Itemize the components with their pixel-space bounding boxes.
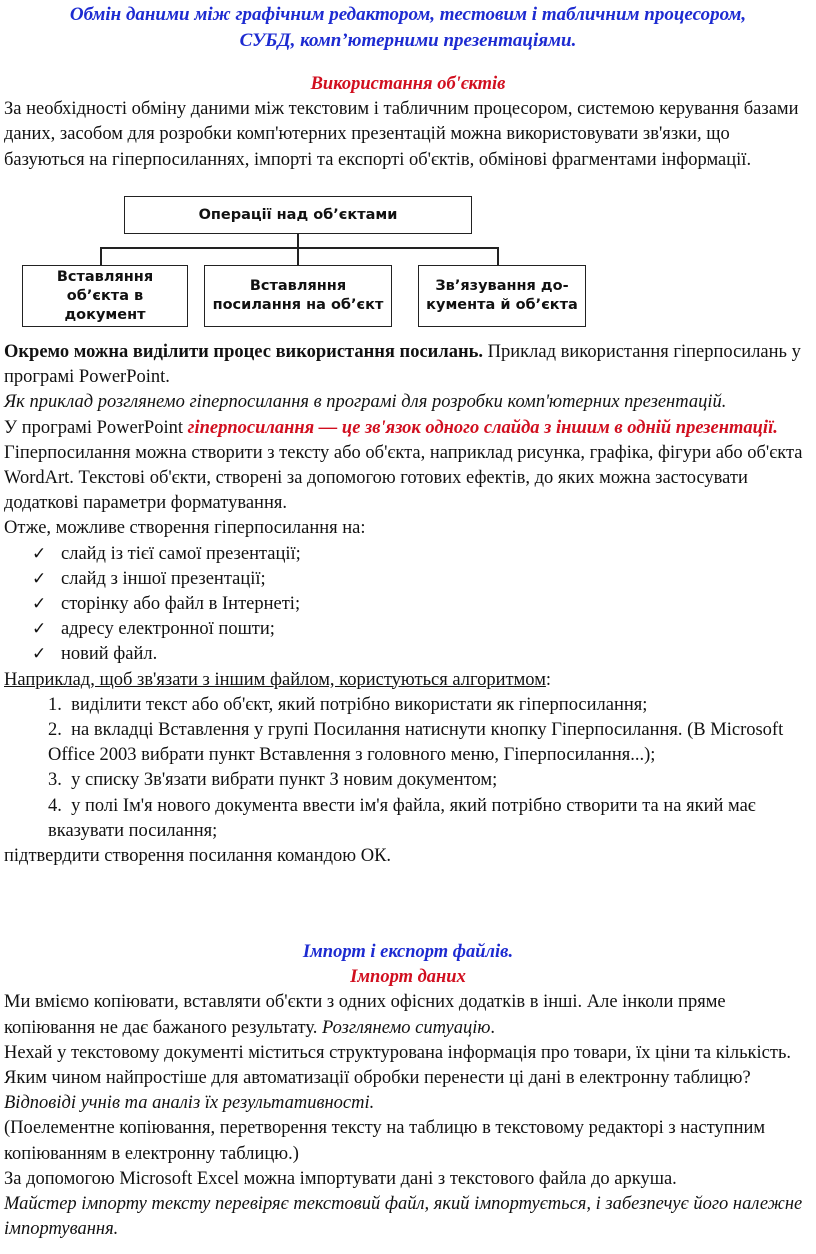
section-objects	[4, 72, 812, 173]
section-import-export	[4, 940, 812, 1242]
step-number: 4.	[48, 795, 62, 816]
diagram-connector-left	[100, 247, 102, 265]
hyperlink-paragraph: Гіперпосилання можна створити з тексту або об'єкта, наприклад рисунка, графіка, фігури або об'єкта WordArt. Текстові об'єкти, створені за допомогою готових ефектів, до яких можна застосувати додаткові параметри форматування.	[4, 442, 803, 514]
links-rest: Приклад використання гіперпосилань у програмі PowerPoint.	[4, 342, 801, 388]
diagram-connector-horizontal	[100, 247, 498, 249]
import-paragraph-6: Майстер імпорту тексту перевіряє текстовий файл, який імпортується, і забезпечує його належне імпортування.	[4, 1194, 803, 1240]
diagram-child-link-document	[418, 265, 586, 327]
diagram-child3-line2: кумента й об’єкта	[426, 297, 578, 313]
algorithm-intro-colon: :	[545, 669, 552, 690]
definition-plain: У програмі PowerPoint	[4, 417, 188, 438]
title-line-2: СУБД, комп’ютерними презентаціями.	[239, 30, 577, 51]
import-paragraph-5: За допомогою Microsoft Excel можна імпортувати дані з текстового файла до аркуша.	[4, 1168, 677, 1189]
algorithm-steps	[4, 693, 812, 844]
diagram-connector-middle	[297, 247, 299, 265]
hyperlink-targets-list	[4, 542, 812, 668]
checkmark-icon: ✓	[32, 619, 47, 640]
checkmark-icon: ✓	[32, 644, 47, 665]
list-item	[4, 567, 812, 592]
step-number: 1.	[48, 694, 62, 715]
import-paragraph-1	[4, 990, 812, 1040]
section-heading-objects: Використання об'єктів	[310, 74, 506, 94]
step-text: на вкладці Вставлення у групі Посилання натиснути кнопку Гіперпосилання. (В Microsoft Office 2003 вибрати пункт Вставлення з головного меню, Гіперпосилання...);	[48, 720, 784, 766]
diagram-root-label: Операції над об’єктами	[198, 206, 398, 223]
step-number: 2.	[48, 720, 62, 741]
algorithm-intro-underlined: Наприклад, щоб зв'язати з іншим файлом, користуються алгоритмом	[4, 669, 546, 690]
import-p1-italic: Розглянемо ситуацію	[322, 1017, 491, 1038]
import-p1-plain: Ми вміємо копіювати, вставляти об'єкти з одних офісних додатків в інші. Але інколи пряме копіювання не дає бажаного результату.	[4, 992, 726, 1038]
list-item-text: новий файл.	[61, 644, 158, 665]
intro-paragraph: За необхідності обміну даними між текстовим і табличним процесором, системою керування базами даних, засобом для розробки комп'ютерних презентацій можна використовувати зв'язки, що базуються на гіперпосиланнях, імпорті та експорті об'єктів, обмінові фрагментами інформації.	[4, 99, 799, 170]
diagram-child1-line2: об’єкта в документ	[64, 287, 146, 323]
list-item	[4, 617, 812, 642]
list-item-text: сторінку або файл в Інтернеті;	[61, 594, 301, 615]
document-title	[8, 2, 808, 54]
section-heading-import-export: Імпорт і експорт файлів.	[302, 942, 514, 962]
algorithm-intro	[4, 668, 812, 693]
algorithm-step	[48, 768, 812, 793]
checkmark-icon: ✓	[32, 543, 47, 564]
links-italic-line: Як приклад розглянемо гіперпосилання в програмі для розробки комп'ютерних презентацій.	[4, 392, 727, 413]
step-text: у списку Зв'язати вибрати пункт З новим документом;	[71, 770, 498, 791]
list-item	[4, 642, 812, 667]
list-item	[4, 592, 812, 617]
list-item	[4, 542, 812, 567]
confirm-line: підтвердити створення посилання командою ОК.	[4, 846, 392, 867]
links-paragraph	[4, 340, 812, 390]
diagram-root-box	[124, 196, 472, 234]
diagram-connector-root	[297, 234, 299, 248]
checkmark-icon: ✓	[32, 568, 47, 589]
list-item-text: слайд із тієї самої презентації;	[61, 543, 301, 564]
import-paragraph-4: (Поелементне копіювання, перетворення тексту на таблицю в текстовому редакторі з наступним копіюванням в електронну таблицю.)	[4, 1118, 766, 1164]
checkmark-icon: ✓	[32, 594, 47, 615]
diagram-child3-line1: Зв’язування до-	[435, 278, 569, 294]
subheading-import-data: Імпорт даних	[350, 967, 466, 988]
list-item-text: слайд з іншої презентації;	[61, 568, 266, 589]
algorithm-step	[48, 794, 812, 844]
import-paragraph-3: Відповіді учнів та аналіз їх результативності.	[4, 1093, 375, 1114]
list-item-text: адресу електронної пошти;	[61, 619, 275, 640]
step-text: виділити текст або об'єкт, який потрібно використати як гіперпосилання;	[71, 694, 648, 715]
import-p1-end: .	[490, 1017, 496, 1038]
links-bold-lead: Окремо можна виділити процес використання посилань.	[4, 342, 484, 362]
step-number: 3.	[48, 770, 62, 791]
operations-diagram	[0, 196, 816, 336]
diagram-connector-right	[497, 247, 499, 265]
algorithm-step	[48, 718, 812, 768]
diagram-child1-line1: Вставляння	[56, 268, 154, 285]
diagram-child2-line1: Вставляння	[249, 278, 347, 294]
step-text: у полі Ім'я нового документа ввести ім'я файла, який потрібно створити та на який має вказувати посилання;	[48, 795, 756, 841]
definition-red: гіперпосилання — це зв'язок одного слайда з іншим в одній презентації.	[187, 417, 778, 438]
section-links	[4, 340, 812, 869]
diagram-child-insert-link	[204, 265, 392, 327]
list-intro: Отже, можливе створення гіперпосилання на:	[4, 518, 366, 539]
diagram-child-insert-object	[22, 265, 188, 327]
hyperlink-definition	[4, 416, 812, 441]
algorithm-step	[48, 693, 812, 718]
title-line-1: Обмін даними між графічним редактором, тестовим і табличним процесором,	[69, 4, 747, 25]
diagram-child2-line2: посилання на об’єкт	[212, 297, 384, 313]
import-paragraph-2: Нехай у текстовому документі міститься структурована інформація про товари, їх ціни та кількість. Яким чином найпростіше для автоматизації обробки перенести ці дані в електронну таблицю?	[4, 1042, 792, 1089]
